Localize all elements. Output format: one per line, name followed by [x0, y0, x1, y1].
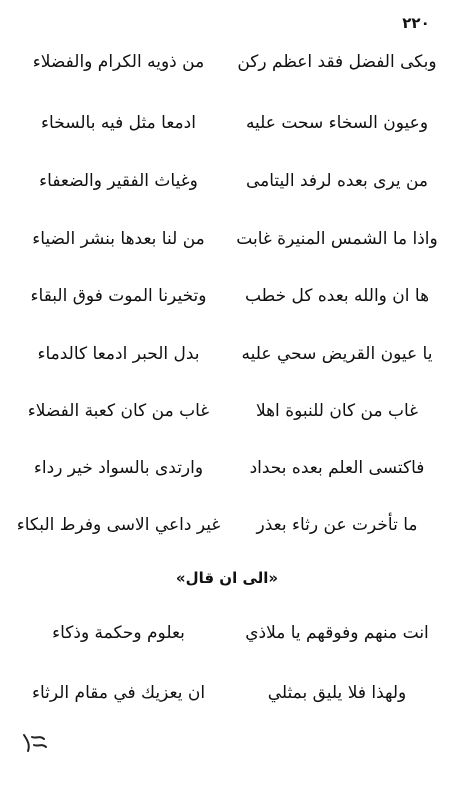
verse-first-hemistich: واذا ما الشمس المنيرة غابت [236, 229, 438, 249]
verse-first-hemistich: فاكتسى العلم بعده بحداد [249, 458, 425, 478]
verse-second-hemistich: بعلوم وحكمة وذكاء [52, 623, 185, 643]
verse-row [0, 613, 454, 653]
verse-row [0, 219, 454, 259]
verse-first-hemistich: ها ان والله بعده كل خطب [244, 286, 430, 306]
verse-row [0, 505, 454, 545]
verse-second-hemistich: من ذويه الكرام والفضلاء [32, 52, 205, 72]
verse-row [0, 161, 454, 201]
verse-first-hemistich: وعيون السخاء سحت عليه [245, 113, 429, 133]
handwritten-scribble-mark-icon [20, 727, 50, 757]
verse-second-hemistich: وغياث الفقير والضعفاء [39, 171, 198, 191]
verse-second-hemistich: ادمعا مثل فيه بالسخاء [41, 113, 196, 133]
section-heading: «الى ان قال» [175, 569, 279, 587]
verse-row [0, 334, 454, 374]
verse-row [0, 103, 454, 143]
verse-row [0, 391, 454, 431]
verse-row [0, 276, 454, 316]
verse-first-hemistich: ولهذا فلا يليق بمثلي [267, 683, 407, 703]
verse-row [0, 448, 454, 488]
page-number: ٢٢٠ [402, 14, 430, 32]
verse-first-hemistich: وبكى الفضل فقد اعظم ركن [237, 52, 437, 72]
verse-first-hemistich: ما تأخرت عن رثاء بعذر [256, 515, 418, 535]
verse-second-hemistich: وارتدى بالسواد خير رداء [33, 458, 204, 478]
verse-second-hemistich: غير داعي الاسى وفرط البكاء [16, 515, 221, 535]
verse-second-hemistich: بدل الحبر ادمعا كالدماء [37, 344, 200, 364]
verse-second-hemistich: من لنا بعدها بنشر الضياء [32, 229, 205, 249]
verse-row [0, 42, 454, 82]
verse-first-hemistich: يا عيون القريض سحي عليه [241, 344, 433, 364]
verse-first-hemistich: من يرى بعده لرفد اليتامى [245, 171, 429, 191]
verse-first-hemistich: انت منهم وفوقهم يا ملاذي [245, 623, 429, 643]
verse-second-hemistich: وتخيرنا الموت فوق البقاء [30, 286, 207, 306]
verse-row [0, 673, 454, 713]
verse-first-hemistich: غاب من كان للنبوة اهلا [255, 401, 419, 421]
verse-second-hemistich: ان يعزيك في مقام الرثاء [31, 683, 206, 703]
verse-second-hemistich: غاب من كان كعبة الفضلاء [27, 401, 210, 421]
